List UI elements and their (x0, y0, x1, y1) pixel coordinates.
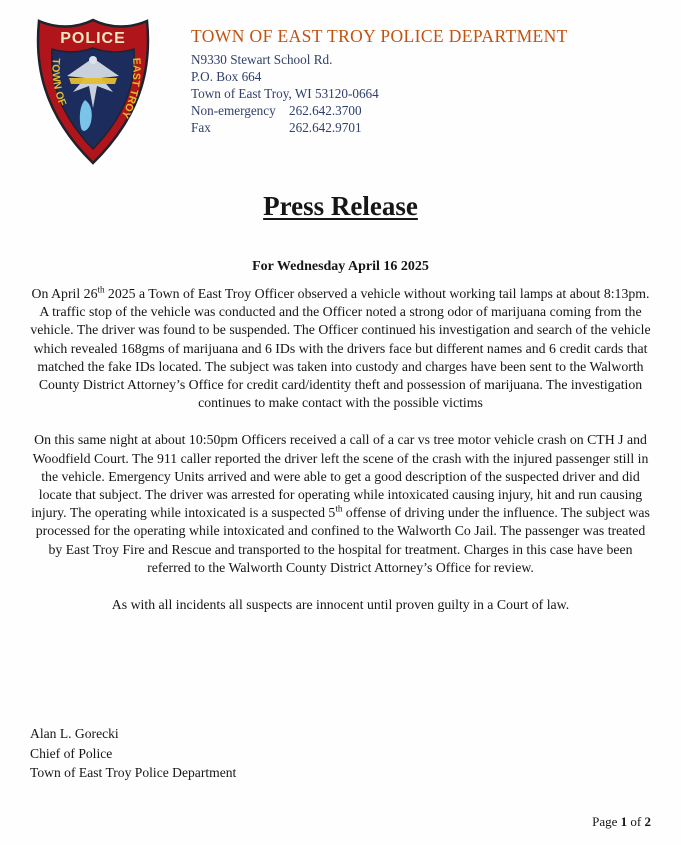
document-title-text: Press Release (263, 191, 418, 221)
address-line-2: P.O. Box 664 (191, 68, 262, 84)
department-title: TOWN OF EAST TROY POLICE DEPARTMENT (191, 26, 568, 46)
body-paragraph-1 (28, 285, 653, 412)
address-line-1: N9330 Stewart School Rd. (191, 52, 333, 67)
footer-total-pages: 2 (644, 814, 651, 829)
fax-number: 262.642.9701 (289, 119, 362, 135)
phone-number: 262.642.3700 (289, 102, 362, 118)
police-badge-svg (33, 15, 153, 167)
page-footer (592, 814, 651, 830)
letterhead (191, 26, 568, 137)
document-title (0, 191, 681, 222)
address-line-3: Town of East Troy, WI 53120-0664 (191, 85, 379, 101)
police-badge-logo (33, 15, 153, 167)
signature-department: Town of East Troy Police Department (30, 765, 237, 780)
address-block (191, 52, 568, 137)
p1-seg1: On April 26 (31, 286, 98, 301)
badge-police-text: POLICE (60, 30, 126, 47)
signature-name: Alan L. Gorecki (30, 726, 119, 741)
date-heading: For Wednesday April 16 2025 (252, 259, 429, 274)
footer-label-pre: Page (592, 814, 621, 829)
phone-label: Non-emergency (191, 102, 276, 118)
disclaimer-line: As with all incidents all suspects are innocent until proven guilty in a Court of law. (111, 597, 570, 613)
fax-label: Fax (191, 119, 211, 135)
p1-superscript: th (97, 284, 105, 295)
p2-superscript: th (335, 503, 343, 514)
fax-line (191, 120, 568, 137)
p2-seg2: offense of driving under the influence. The subject was processed for the operating while intoxicated and confined to the Walworth Co Jail. The passenger was treated by East Troy Fire and Rescue and transported to the hospital for treatment. Charges in this case have been referred to the Walworth County District Attorney’s Office for review. (35, 505, 650, 575)
body-content (28, 285, 653, 614)
footer-label-mid: of (627, 814, 645, 829)
footer-page-number: 1 (620, 814, 628, 829)
badge-left-text: TOWN OF (49, 57, 69, 108)
signature-title: Chief of Police (30, 745, 113, 761)
badge-eagle-head (89, 56, 97, 64)
phone-line (191, 103, 568, 120)
p1-seg2: 2025 a Town of East Troy Officer observed a vehicle without working tail lamps at about 8:13pm. A traffic stop of the vehicle was conducted and the Officer noted a strong odor of marijuana coming from the vehicle. The driver was found to be suspended. The Officer continued his investigation and search of the vehicle which revealed 168gms of marijuana and 6 IDs with the drivers face but different names and 6 credit cards that matched the fake IDs located. The subject was taken into custody and charges have been sent to the Walworth County District Attorney’s Office for credit card/identity theft and possession of marijuana. The investigation continues to make contact with the possible victims (30, 286, 651, 411)
badge-ribbon (69, 78, 117, 84)
signature-block (30, 724, 236, 783)
badge-right-text: EAST TROY (118, 57, 143, 121)
body-paragraph-2 (28, 431, 653, 577)
p2-seg1: On this same night at about 10:50pm Officers received a call of a car vs tree motor vehicle crash on CTH J and Woodfield Court. The 911 caller reported the driver left the scene of the crash with the injured passenger still in the vehicle. Emergency Units arrived and were able to get a good description of the suspected driver and did locate that subject. The driver was arrested for operating while intoxicated causing injury, hit and run causing injury. The operating while intoxicated is a suspected 5 (31, 432, 649, 521)
